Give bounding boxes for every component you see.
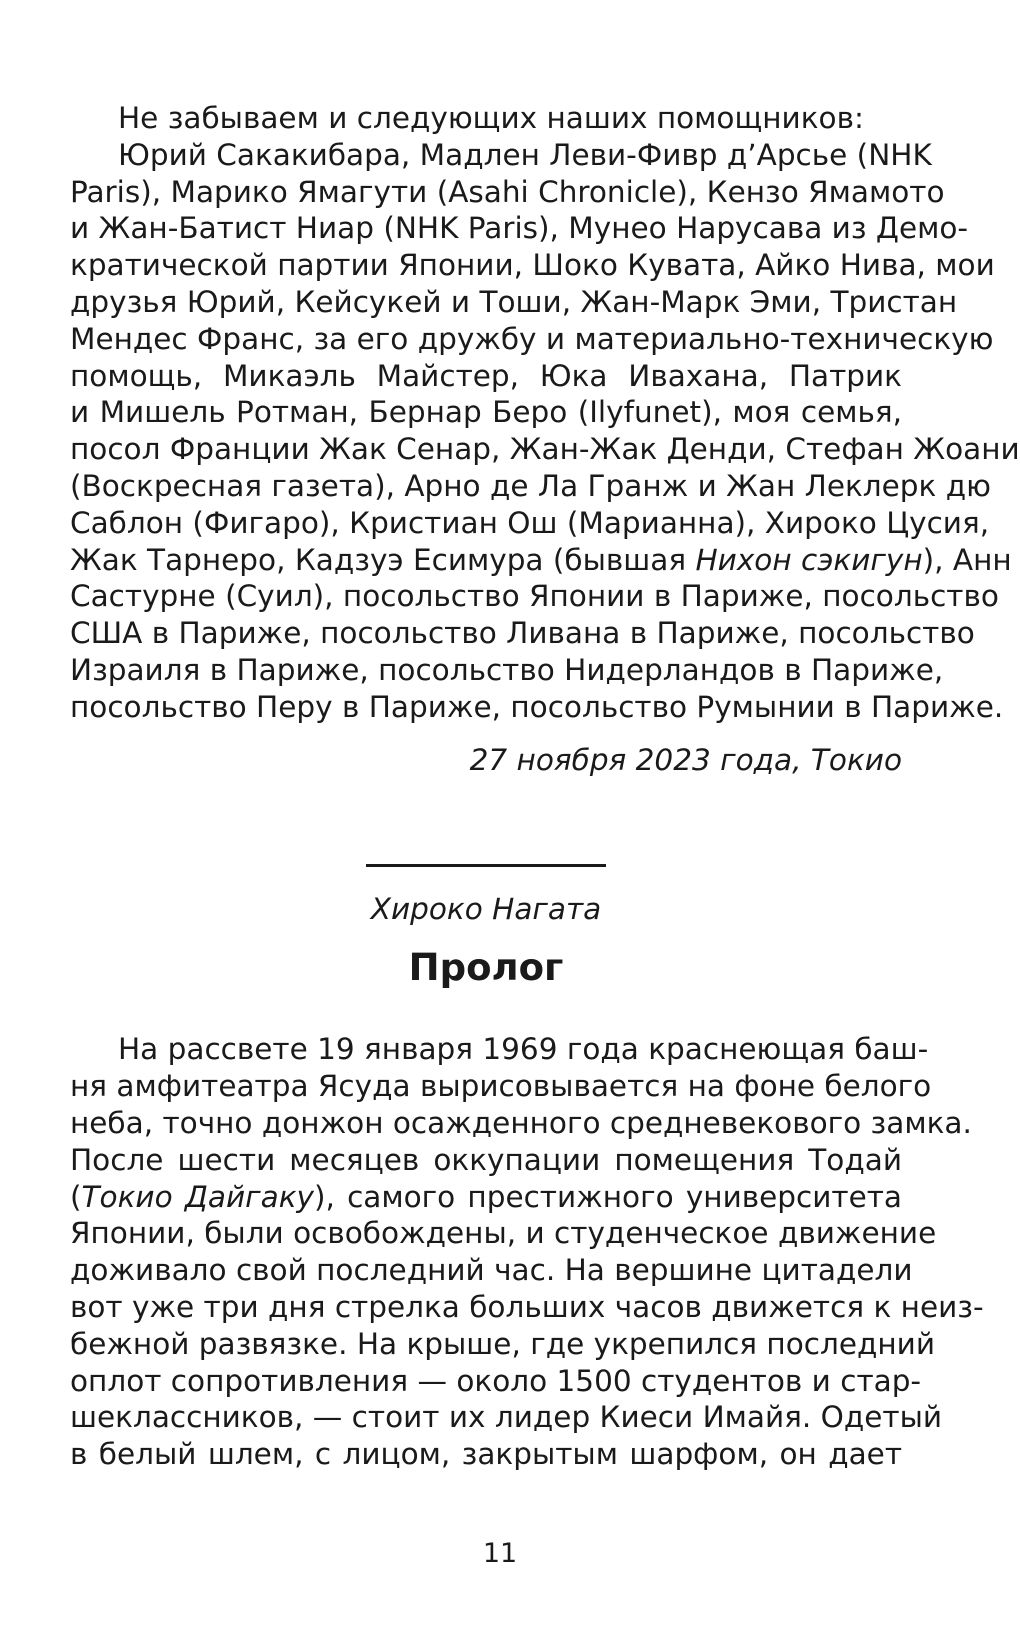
book-page <box>70 100 1020 1473</box>
acknowledgments-line-with-italic <box>70 542 1012 579</box>
text-segment: ( <box>70 1179 82 1214</box>
page-number: 11 <box>482 1538 518 1569</box>
date-signoff: 27 ноября 2023 года, Токио <box>469 742 902 777</box>
text-segment: ), Анн <box>922 542 1012 577</box>
text-segment: Жак Тарнеро, Кадзуэ Есимура (бывшая <box>70 542 696 577</box>
body-line: На рассвете 19 января 1969 года краснеющая баш- <box>118 1032 929 1067</box>
chapter-body <box>70 1031 984 1473</box>
acknowledgments-line: США в Париже, посольство Ливана в Париже, посольство <box>70 616 975 651</box>
italic-newspaper-name: Нихон сэкигун <box>695 542 923 577</box>
acknowledgments-line: Мендес Франс, за его дружбу и материально-техническую <box>70 321 994 356</box>
chapter-title: Пролог <box>408 946 564 990</box>
acknowledgments-line: и Жан-Батист Ниар (NHK Paris), Мунео Нарусава из Демо- <box>70 211 969 246</box>
body-line: вот уже три дня стрелка больших часов движется к неиз- <box>70 1289 984 1324</box>
italic-university-name: Токио Дайгаку <box>81 1179 314 1214</box>
acknowledgments-line: друзья Юрий, Кейсукей и Тоши, Жан-Марк Эми, Тристан <box>70 284 958 319</box>
body-line: оплот сопротивления — около 1500 студентов и стар- <box>70 1363 922 1398</box>
body-line-with-italic <box>70 1179 902 1216</box>
acknowledgments-line: посольство Перу в Париже, посольство Румынии в Париже. <box>70 689 1004 724</box>
text-segment: ), самого престижного университета <box>313 1179 902 1214</box>
acknowledgments-line: Юрий Сакакибара, Мадлен Леви-Фивр д’Арсье (NHK <box>118 137 932 172</box>
acknowledgments-line: и Мишель Ротман, Бернар Беро (Ilyfunet), моя семья, <box>70 395 902 430</box>
body-line: Японии, были освобождены, и студенческое движение <box>70 1216 937 1251</box>
body-line: После шести месяцев оккупации помещения Тодай <box>70 1142 902 1177</box>
acknowledgments-line: Paris), Марико Ямагути (Asahi Chronicle), Кензо Ямамото <box>70 174 945 209</box>
acknowledgments-line: кратической партии Японии, Шоко Кувата, Айко Нива, мои <box>70 248 995 283</box>
body-line: шеклассников, — стоит их лидер Киеси Имайя. Одетый <box>70 1400 943 1435</box>
acknowledgments-line: посол Франции Жак Сенар, Жан-Жак Денди, Стефан Жоани <box>70 432 1020 467</box>
body-line: ня амфитеатра Ясуда вырисовывается на фоне белого <box>70 1069 932 1104</box>
acknowledgments-line: Израиля в Париже, посольство Нидерландов в Париже, <box>70 652 944 687</box>
acknowledgments-line: Саблон (Фигаро), Кристиан Ош (Марианна), Хироко Цусия, <box>70 505 990 540</box>
acknowledgments-intro: Не забываем и следующих наших помощников: <box>118 101 864 135</box>
acknowledgments-line: (Воскресная газета), Арно де Ла Гранж и Жан Леклерк дю <box>70 468 991 503</box>
acknowledgments-line: Састурне (Суил), посольство Японии в Париже, посольство <box>70 579 999 614</box>
body-line: бежной развязке. На крыше, где укрепился последний <box>70 1326 936 1361</box>
acknowledgments-line: помощь, Микаэль Майстер, Юка Ивахана, Патрик <box>70 358 902 393</box>
body-line: доживало свой последний час. На вершине цитадели <box>70 1253 913 1288</box>
chapter-author: Хироко Нагата <box>370 892 602 927</box>
section-divider <box>366 864 606 867</box>
body-line: в белый шлем, с лицом, закрытым шарфом, он дает <box>70 1437 902 1472</box>
body-line: неба, точно донжон осажденного средневекового замка. <box>70 1105 972 1140</box>
